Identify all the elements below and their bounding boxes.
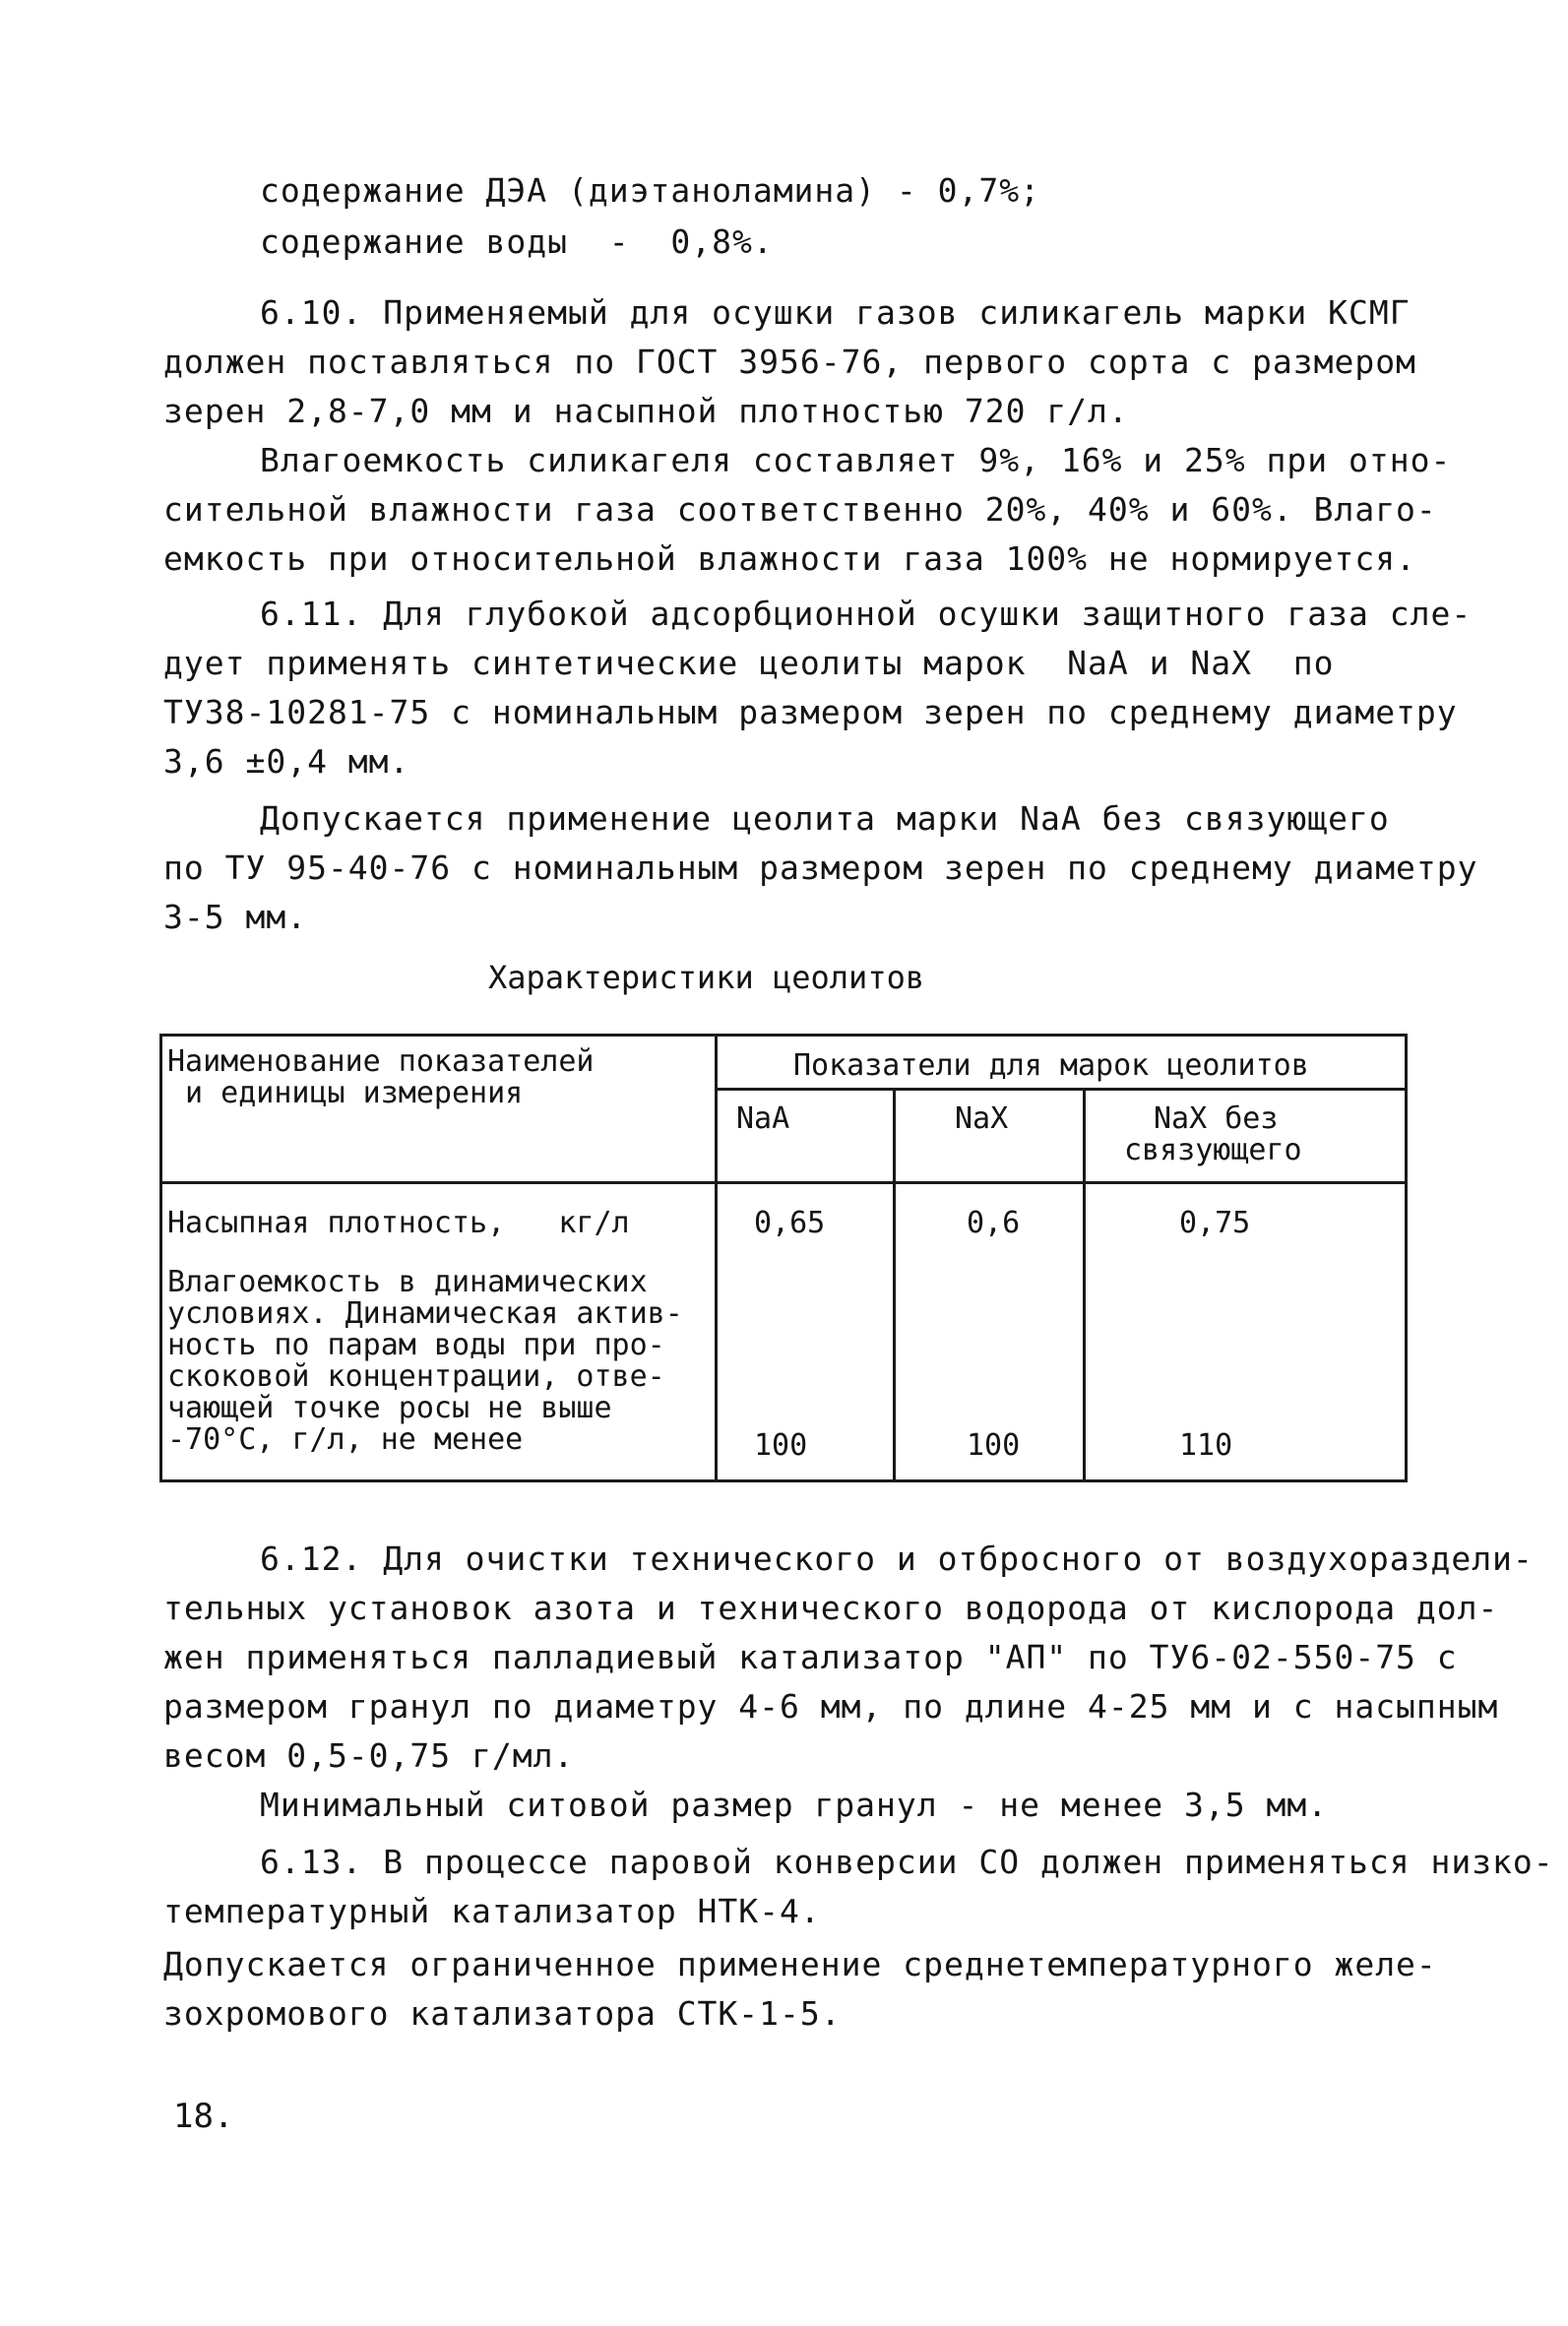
intro-line-water: содержание воды - 0,8%. bbox=[260, 222, 774, 261]
row-bulk-density-nax: 0,6 bbox=[967, 1206, 1021, 1240]
row-moisture-nax: 100 bbox=[967, 1428, 1021, 1463]
row-bulk-density-nax-binderless: 0,75 bbox=[1179, 1206, 1251, 1240]
row-moisture-name-line-1: Влагоемкость в динамических bbox=[167, 1265, 648, 1299]
table-caption: Характеристики цеолитов bbox=[488, 959, 925, 996]
para-6-10-line-2: должен поставляться по ГОСТ 3956-76, первого сорта с размером bbox=[163, 343, 1416, 381]
para-6-13-line-1: 6.13. В процессе паровой конверсии СО должен применяться низко- bbox=[260, 1843, 1554, 1881]
moisture-line-1: Влагоемкость силикагеля составляет 9%, 16% и 25% при отно- bbox=[260, 441, 1452, 479]
para-6-12-line-4: размером гранул по диаметру 4-6 мм, по длине 4-25 мм и с насыпным bbox=[163, 1687, 1499, 1726]
table-col2-divider bbox=[1083, 1088, 1086, 1482]
para-6-12-line-3: жен применяться палладиевый катализатор "АП" по ТУ6-02-550-75 с bbox=[163, 1638, 1458, 1676]
table-border-bottom bbox=[159, 1479, 1408, 1482]
row-moisture-name-line-3: ность по парам воды при про- bbox=[167, 1328, 665, 1362]
zeolite-table bbox=[159, 1034, 1408, 1482]
para-6-12-min-size: Минимальный ситовой размер гранул - не менее 3,5 мм. bbox=[260, 1786, 1329, 1824]
header-col-nax-binderless-line-1: NaX без bbox=[1154, 1101, 1279, 1136]
allowed-naa-line-3: 3-5 мм. bbox=[163, 898, 308, 936]
row-moisture-name-line-2: условиях. Динамическая актив- bbox=[167, 1296, 683, 1331]
table-border-right bbox=[1405, 1034, 1408, 1482]
header-name-line-2: и единицы измерения bbox=[167, 1076, 524, 1110]
allowed-naa-line-2: по ТУ 95-40-76 с номинальным размером зерен по среднему диаметру bbox=[163, 849, 1478, 887]
row-bulk-density-name: Насыпная плотность, кг/л bbox=[167, 1206, 630, 1240]
para-6-11-line-2: дует применять синтетические цеолиты марок NaA и NaX по bbox=[163, 644, 1335, 682]
para-6-13-line-2: температурный катализатор НТК-4. bbox=[163, 1892, 821, 1930]
para-6-12-line-1: 6.12. Для очистки технического и отбросного от воздухораздели- bbox=[260, 1540, 1534, 1578]
allowed-naa-line-1: Допускается применение цеолита марки NaA без связующего bbox=[260, 799, 1390, 838]
header-col-nax: NaX bbox=[955, 1101, 1009, 1136]
row-moisture-name-line-6: -70°С, г/л, не менее bbox=[167, 1422, 524, 1457]
row-moisture-name-line-5: чающей точке росы не выше bbox=[167, 1391, 612, 1425]
para-6-11-line-1: 6.11. Для глубокой адсорбционной осушки защитного газа сле- bbox=[260, 595, 1473, 633]
row-moisture-naa: 100 bbox=[754, 1428, 808, 1463]
row-moisture-name-line-4: скоковой концентрации, отве- bbox=[167, 1359, 665, 1394]
intro-line-dea: содержание ДЭА (диэтаноламина) - 0,7%; bbox=[260, 171, 1040, 210]
para-6-11-line-4: 3,6 ±0,4 мм. bbox=[163, 742, 410, 781]
para-6-13-line-4: зохромового катализатора СТК-1-5. bbox=[163, 1994, 842, 2033]
table-col1-divider bbox=[893, 1088, 896, 1482]
header-group: Показатели для марок цеолитов bbox=[793, 1048, 1309, 1083]
header-col-nax-binderless-line-2: связующего bbox=[1124, 1133, 1302, 1167]
para-6-12-line-2: тельных установок азота и технического водорода от кислорода дол- bbox=[163, 1589, 1499, 1627]
moisture-line-2: сительной влажности газа соответственно 20%, 40% и 60%. Влаго- bbox=[163, 490, 1437, 529]
para-6-12-line-5: весом 0,5-0,75 г/мл. bbox=[163, 1736, 575, 1775]
table-header-separator bbox=[159, 1181, 1408, 1184]
para-6-10-line-3: зерен 2,8-7,0 мм и насыпной плотностью 720 г/л. bbox=[163, 392, 1129, 430]
table-group-header-divider bbox=[715, 1088, 1408, 1091]
table-border-left bbox=[159, 1034, 162, 1482]
header-name-line-1: Наименование показателей bbox=[167, 1044, 595, 1079]
para-6-11-line-3: ТУ38-10281-75 с номинальным размером зерен по среднему диаметру bbox=[163, 693, 1458, 731]
header-col-naa: NaA bbox=[736, 1101, 790, 1136]
row-bulk-density-naa: 0,65 bbox=[754, 1206, 826, 1240]
table-name-column-divider bbox=[715, 1034, 718, 1482]
para-6-13-line-3: Допускается ограниченное применение среднетемпературного желе- bbox=[163, 1945, 1437, 1983]
moisture-line-3: емкость при относительной влажности газа 100% не нормируется. bbox=[163, 539, 1416, 578]
table-border-top bbox=[159, 1034, 1408, 1037]
para-6-10-line-1: 6.10. Применяемый для осушки газов силикагель марки КСМГ bbox=[260, 293, 1411, 332]
row-moisture-nax-binderless: 110 bbox=[1179, 1428, 1233, 1463]
page-number: 18. bbox=[173, 2097, 234, 2136]
